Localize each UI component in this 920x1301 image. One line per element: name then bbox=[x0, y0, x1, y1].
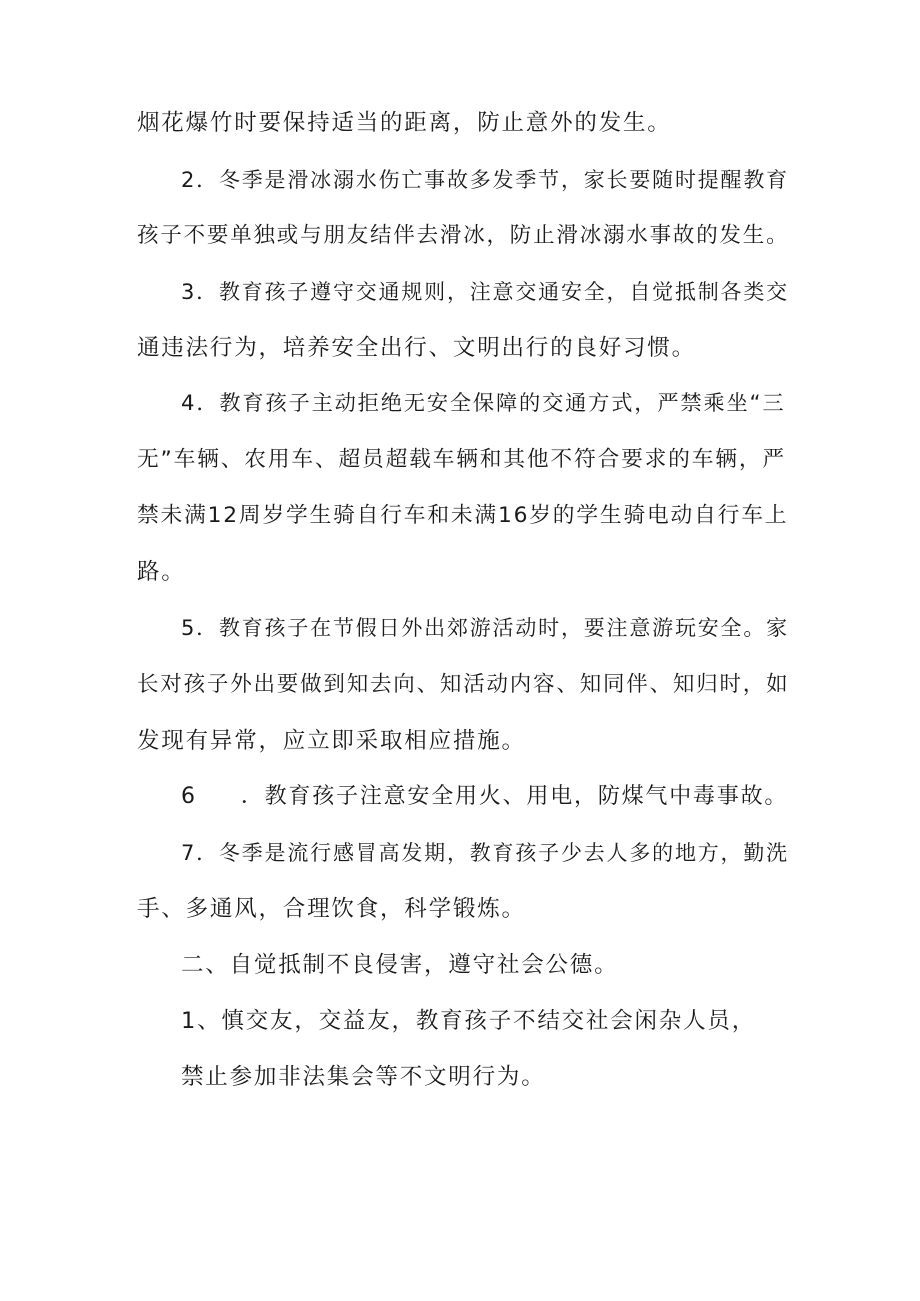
text-line: 无”车辆、农用车、超员超载车辆和其他不符合要求的车辆，严 bbox=[137, 447, 786, 472]
text-line: 2．冬季是滑冰溺水伤亡事故多发季节，家长要随时提醒教育 bbox=[181, 168, 789, 192]
list-text: ．教育孩子注意安全用火、用电，防煤气中毒事故。 bbox=[240, 784, 789, 809]
text-line: 3．教育孩子遵守交通规则，注意交通安全，自觉抵制各类交 bbox=[181, 280, 789, 304]
text-line: 发现有异常，应立即采取相应措施。 bbox=[137, 728, 526, 754]
text-line: 4．教育孩子主动拒绝无安全保障的交通方式，严禁乘坐“三 bbox=[181, 391, 786, 416]
text-line: 禁未满12周岁学生骑自行车和未满16岁的学生骑电动自行车上 bbox=[137, 503, 789, 528]
text-line: 5．教育孩子在节假日外出郊游活动时，要注意游玩安全。家 bbox=[181, 616, 789, 640]
text-line: 1、慎交友，交益友，教育孩子不结交社会闲杂人员， bbox=[181, 1008, 757, 1034]
text-line: 7．冬季是流行感冒高发期，教育孩子少去人多的地方，勤洗 bbox=[181, 841, 789, 865]
text-line: 手、多通风，合理饮食，科学锻炼。 bbox=[137, 896, 526, 922]
text-line: 长对孩子外出要做到知去向、知活动内容、知同伴、知归时，如 bbox=[137, 672, 790, 697]
text-line: 烟花爆竹时要保持适当的距离，防止意外的发生。 bbox=[137, 110, 672, 136]
text-line: 通违法行为，培养安全出行、文明出行的良好习惯。 bbox=[137, 335, 696, 361]
text-line bbox=[181, 782, 788, 812]
text-line: 禁止参加非法集会等不文明行为。 bbox=[181, 1064, 546, 1090]
text-line: 路。 bbox=[137, 559, 186, 585]
list-number: 6 bbox=[181, 784, 197, 809]
section-heading: 二、自觉抵制不良侵害，遵守社会公德。 bbox=[181, 952, 619, 978]
text-line: 孩子不要单独或与朋友结伴去滑冰，防止滑冰溺水事故的发生。 bbox=[137, 223, 790, 248]
